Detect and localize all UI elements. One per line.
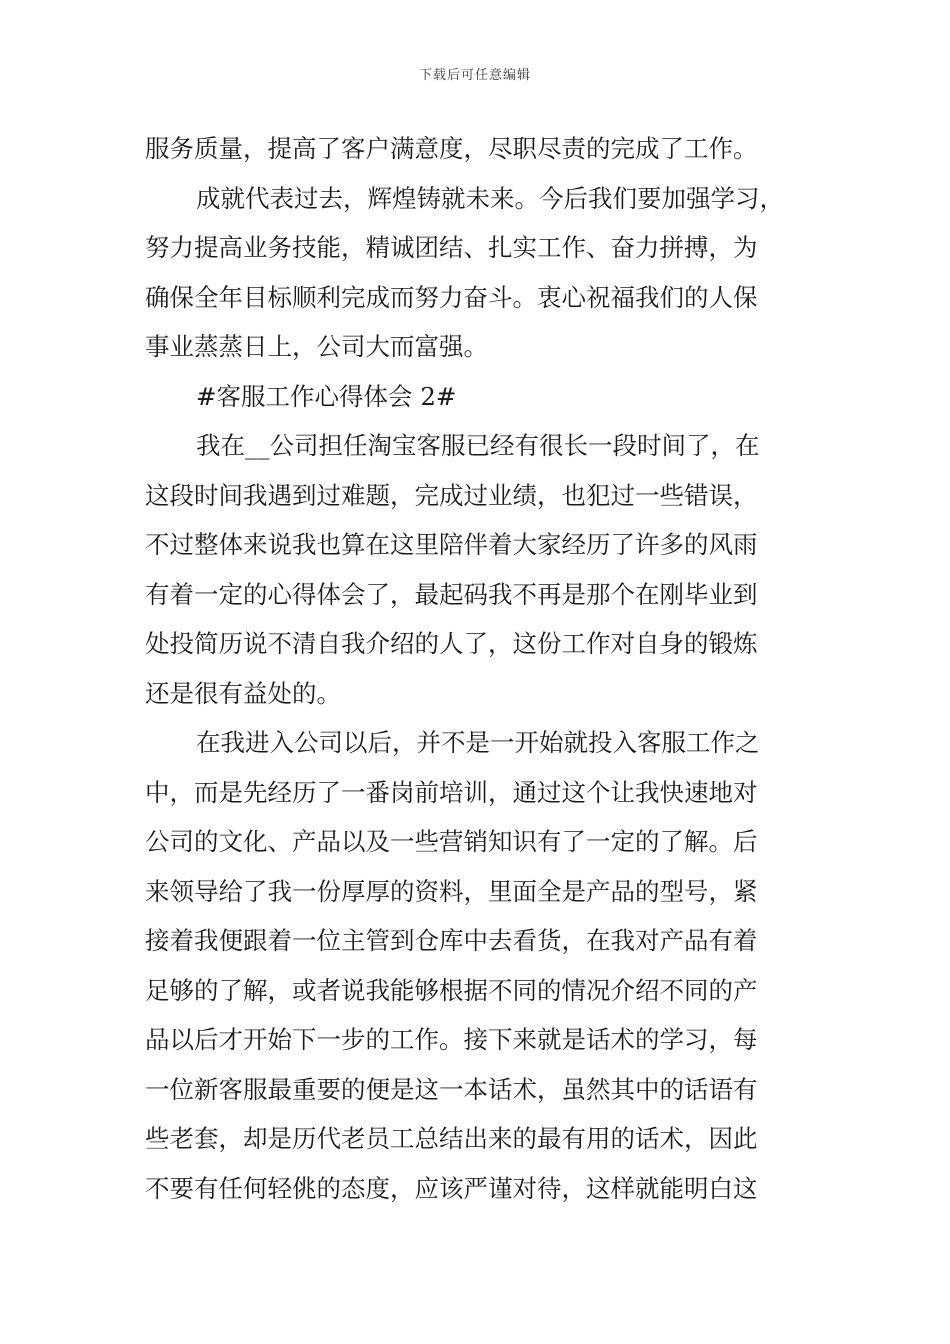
- text-line: 这段时间我遇到过难题，完成过业绩，也犯过一些错误，: [145, 480, 758, 510]
- text-line: #客服工作心得体会 2#: [196, 381, 457, 411]
- text-line: 接着我便跟着一位主管到仓库中去看货，在我对产品有着: [145, 926, 758, 955]
- text-line: 我在__公司担任淘宝客服已经有很长一段时间了，在: [196, 431, 760, 460]
- text-line: 一位新客服最重要的便是这一本话术，虽然其中的话语有: [145, 1074, 758, 1104]
- text-line: 服务质量，提高了客户满意度，尽职尽责的完成了工作。: [145, 134, 758, 163]
- text-line: 成就代表过去，辉煌铸就未来。今后我们要加强学习，: [196, 183, 784, 213]
- text-line: 中，而是先经历了一番岗前培训，通过这个让我快速地对: [145, 777, 758, 807]
- text-line: 不要有任何轻佻的态度，应该严谨对待，这样就能明白这: [145, 1173, 758, 1203]
- text-line: 处投简历说不清自我介绍的人了，这份工作对自身的锻炼: [145, 629, 758, 658]
- page-header-note: 下载后可任意编辑: [418, 68, 531, 83]
- text-line: 事业蒸蒸日上，公司大而富强。: [145, 332, 488, 361]
- text-line: 些老套，却是历代老员工总结出来的最有用的话术，因此: [145, 1124, 758, 1153]
- text-line: 足够的了解，或者说我能够根据不同的情况介绍不同的产: [145, 975, 758, 1005]
- text-line: 不过整体来说我也算在这里陪伴着大家经历了许多的风雨: [145, 530, 758, 559]
- document-body: [145, 124, 813, 1213]
- text-line: 有着一定的心得体会了，最起码我不再是那个在刚毕业到: [145, 579, 758, 609]
- text-line: 在我进入公司以后，并不是一开始就投入客服工作之: [196, 728, 760, 757]
- text-line: 品以后才开始下一步的工作。接下来就是话术的学习，每: [145, 1025, 758, 1054]
- text-line: 来领导给了我一份厚厚的资料，里面全是产品的型号，紧: [145, 876, 758, 906]
- text-line: 努力提高业务技能，精诚团结、扎实工作、奋力拼搏，为: [145, 233, 758, 262]
- text-line: 确保全年目标顺利完成而努力奋斗。衷心祝福我们的人保: [145, 282, 758, 312]
- text-line: 还是很有益处的。: [145, 678, 341, 708]
- text-line: 公司的文化、产品以及一些营销知识有了一定的了解。后: [145, 827, 758, 856]
